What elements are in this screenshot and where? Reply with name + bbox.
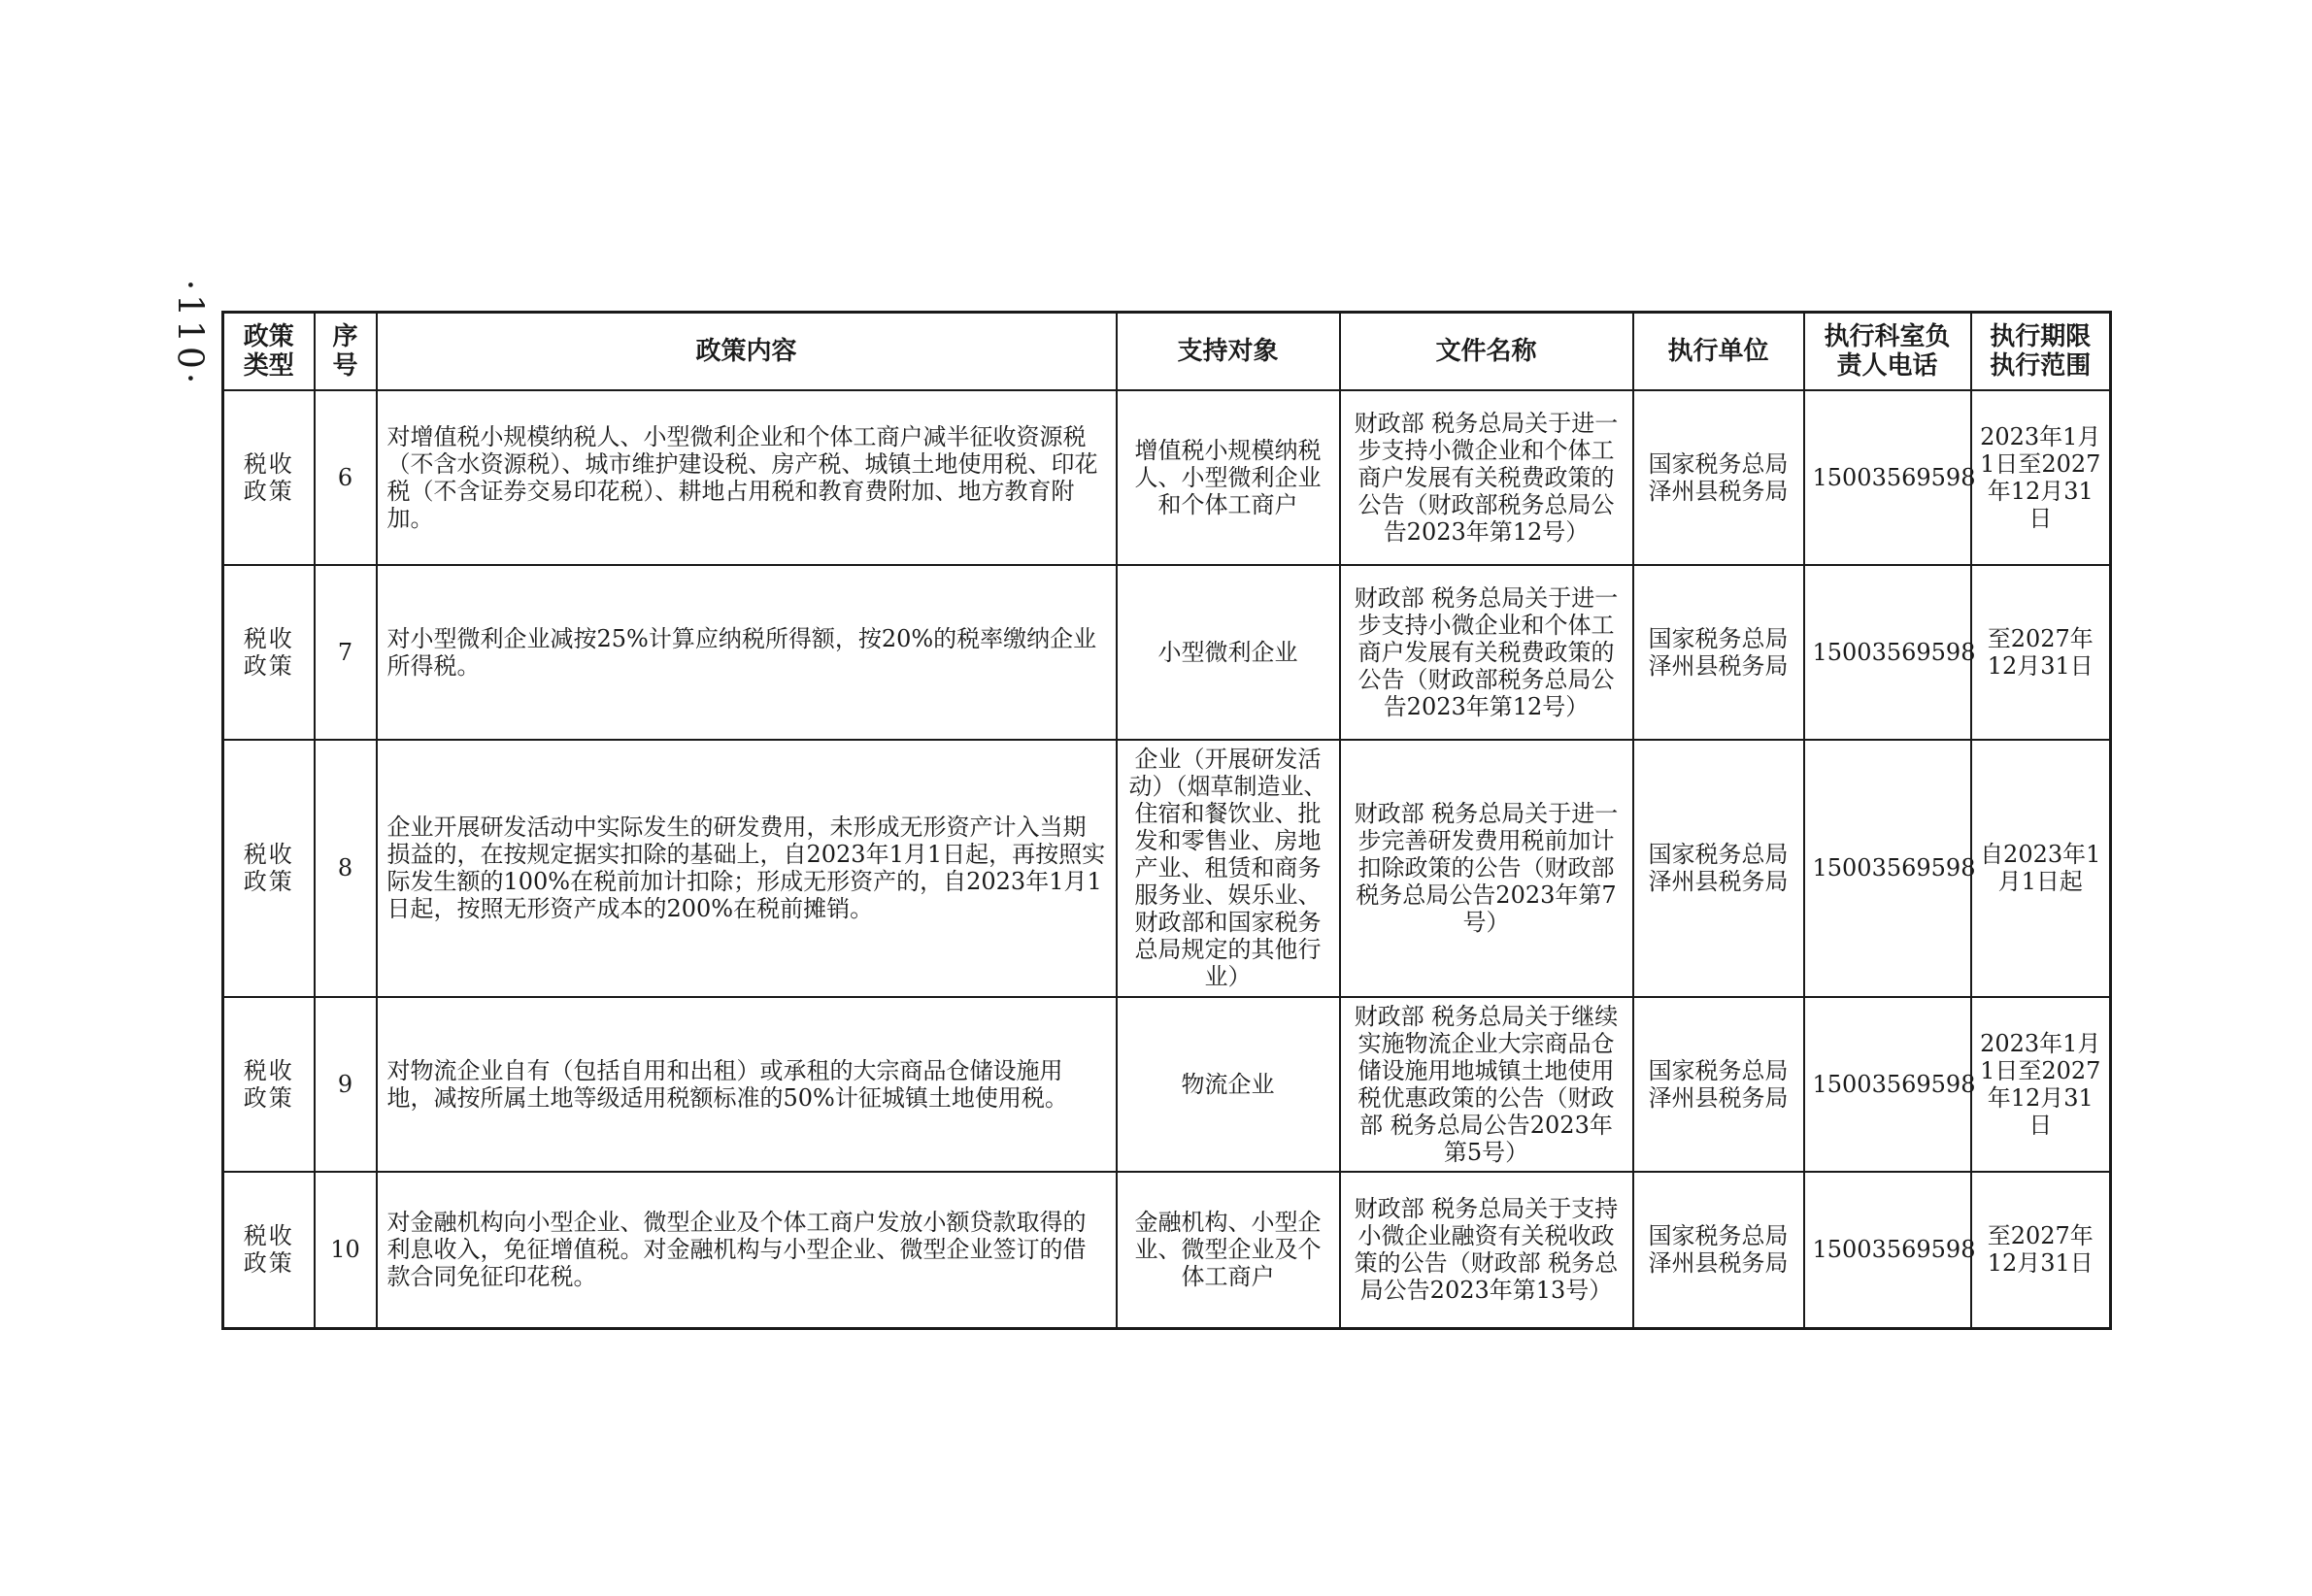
cell-target: 物流企业 — [1117, 997, 1340, 1172]
cell-phone: 15003569598 — [1804, 390, 1971, 565]
header-document: 文件名称 — [1340, 313, 1633, 390]
header-content: 政策内容 — [377, 313, 1117, 390]
cell-period: 至2027年12月31日 — [1971, 565, 2111, 740]
cell-period: 2023年1月1日至2027年12月31日 — [1971, 997, 2111, 1172]
cell-policy-type: 税收政策 — [223, 997, 315, 1172]
cell-content: 企业开展研发活动中实际发生的研发费用，未形成无形资产计入当期损益的，在按规定据实扣除的基础上，自2023年1月1日起，再按照实际发生额的100%在税前加计扣除；形成无形资产的，自2023年1月1日起，按照无形资产成本的200%在税前摊销。 — [377, 740, 1117, 997]
cell-phone: 15003569598 — [1804, 565, 1971, 740]
cell-target: 小型微利企业 — [1117, 565, 1340, 740]
page-number-text: ·110· — [169, 279, 210, 387]
cell-document: 财政部 税务总局关于进一步支持小微企业和个体工商户发展有关税费政策的公告（财政部税务总局公告2023年第12号） — [1340, 390, 1633, 565]
header-period: 执行期限执行范围 — [1971, 313, 2111, 390]
cell-seq: 8 — [315, 740, 377, 997]
cell-policy-type: 税收政策 — [223, 390, 315, 565]
table-row — [223, 565, 2111, 740]
cell-document: 财政部 税务总局关于支持小微企业融资有关税收政策的公告（财政部 税务总局公告2023年第13号） — [1340, 1172, 1633, 1329]
cell-executor: 国家税务总局泽州县税务局 — [1633, 1172, 1804, 1329]
table-row — [223, 997, 2111, 1172]
cell-seq: 9 — [315, 997, 377, 1172]
cell-policy-type: 税收政策 — [223, 565, 315, 740]
cell-phone: 15003569598 — [1804, 740, 1971, 997]
cell-phone: 15003569598 — [1804, 997, 1971, 1172]
cell-seq: 6 — [315, 390, 377, 565]
page-number — [160, 260, 218, 406]
table-row — [223, 1172, 2111, 1329]
cell-policy-type: 税收政策 — [223, 740, 315, 997]
table-header-row — [223, 313, 2111, 390]
table-row — [223, 390, 2111, 565]
cell-period: 2023年1月1日至2027年12月31日 — [1971, 390, 2111, 565]
header-policy-type: 政策类型 — [223, 313, 315, 390]
cell-executor: 国家税务总局泽州县税务局 — [1633, 565, 1804, 740]
cell-document: 财政部 税务总局关于继续实施物流企业大宗商品仓储设施用地城镇土地使用税优惠政策的公告（财政部 税务总局公告2023年第5号） — [1340, 997, 1633, 1172]
cell-content: 对小型微利企业减按25%计算应纳税所得额，按20%的税率缴纳企业所得税。 — [377, 565, 1117, 740]
cell-period: 自2023年1月1日起 — [1971, 740, 2111, 997]
policy-table — [221, 311, 2112, 1330]
cell-content: 对金融机构向小型企业、微型企业及个体工商户发放小额贷款取得的利息收入，免征增值税。对金融机构与小型企业、微型企业签订的借款合同免征印花税。 — [377, 1172, 1117, 1329]
cell-target: 企业（开展研发活动）（烟草制造业、住宿和餐饮业、批发和零售业、房地产业、租赁和商务服务业、娱乐业、财政部和国家税务总局规定的其他行业） — [1117, 740, 1340, 997]
cell-target: 增值税小规模纳税人、小型微利企业和个体工商户 — [1117, 390, 1340, 565]
cell-executor: 国家税务总局泽州县税务局 — [1633, 997, 1804, 1172]
cell-seq: 10 — [315, 1172, 377, 1329]
header-seq: 序号 — [315, 313, 377, 390]
cell-document: 财政部 税务总局关于进一步完善研发费用税前加计扣除政策的公告（财政部 税务总局公告2023年第7号） — [1340, 740, 1633, 997]
cell-seq: 7 — [315, 565, 377, 740]
table-row — [223, 740, 2111, 997]
cell-target: 金融机构、小型企业、微型企业及个体工商户 — [1117, 1172, 1340, 1329]
cell-policy-type: 税收政策 — [223, 1172, 315, 1329]
cell-executor: 国家税务总局泽州县税务局 — [1633, 390, 1804, 565]
cell-period: 至2027年12月31日 — [1971, 1172, 2111, 1329]
header-executor: 执行单位 — [1633, 313, 1804, 390]
cell-document: 财政部 税务总局关于进一步支持小微企业和个体工商户发展有关税费政策的公告（财政部税务总局公告2023年第12号） — [1340, 565, 1633, 740]
cell-phone: 15003569598 — [1804, 1172, 1971, 1329]
cell-executor: 国家税务总局泽州县税务局 — [1633, 740, 1804, 997]
header-phone: 执行科室负责人电话 — [1804, 313, 1971, 390]
cell-content: 对物流企业自有（包括自用和出租）或承租的大宗商品仓储设施用地，减按所属土地等级适用税额标准的50%计征城镇土地使用税。 — [377, 997, 1117, 1172]
cell-content: 对增值税小规模纳税人、小型微利企业和个体工商户减半征收资源税（不含水资源税）、城市维护建设税、房产税、城镇土地使用税、印花税（不含证券交易印花税）、耕地占用税和教育费附加、地方教育附加。 — [377, 390, 1117, 565]
header-target: 支持对象 — [1117, 313, 1340, 390]
